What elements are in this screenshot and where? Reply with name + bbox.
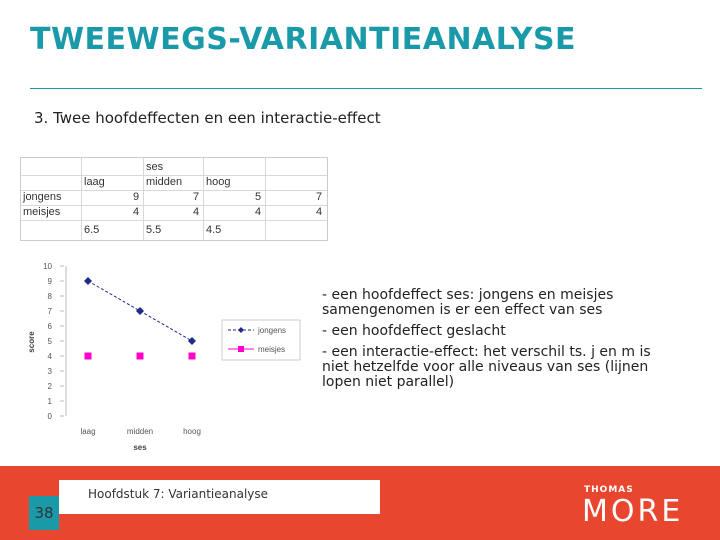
legend-marker-meisjes	[238, 346, 244, 352]
y-tick-label: 4	[47, 352, 52, 361]
y-tick-label: 7	[47, 307, 52, 316]
table-cell: 7	[316, 191, 323, 203]
table-row-label: meisjes	[23, 206, 61, 218]
y-tick-label: 5	[47, 337, 52, 346]
table-cell: 4	[316, 206, 323, 218]
x-tick-label: laag	[80, 427, 96, 436]
y-axis-label: score	[27, 331, 36, 353]
table-col-header: midden	[146, 176, 183, 188]
x-tick-label: hoog	[183, 427, 201, 436]
table-cell: 5	[255, 191, 262, 203]
page-number: 38	[29, 496, 59, 530]
data-point-jongens	[84, 277, 92, 285]
data-point-meisjes	[85, 353, 92, 360]
explanation-list	[322, 288, 662, 396]
table-col-header: laag	[84, 176, 105, 188]
legend-label: meisjes	[258, 345, 286, 354]
y-tick-label: 6	[47, 322, 52, 331]
y-tick-label: 1	[47, 397, 52, 406]
y-tick-label: 0	[47, 412, 52, 421]
interaction-line-chart	[22, 258, 312, 458]
x-tick-label: midden	[126, 427, 154, 436]
table-col-mean: 5.5	[146, 224, 162, 236]
slide-title: TWEEWEGS-VARIANTIEANALYSE	[30, 22, 577, 57]
bullet-item: - een interactie-effect: het verschil ts. j en m is niet hetzelfde voor alle niveaus van ses (lijnen lopen niet parallel)	[322, 344, 651, 390]
y-tick-label: 9	[47, 277, 52, 286]
logo-thomas-text: THOMAS	[584, 485, 634, 495]
y-tick-label: 3	[47, 367, 52, 376]
table-col-mean: 6.5	[84, 224, 100, 236]
table-cell: 4	[133, 206, 140, 218]
legend-label: jongens	[258, 326, 287, 335]
bullet-item: - een hoofdeffect geslacht	[322, 323, 506, 339]
table-cell: 9	[133, 191, 140, 203]
y-tick-label: 8	[47, 292, 52, 301]
table-col-header: hoog	[206, 176, 231, 188]
data-point-jongens	[136, 307, 144, 315]
section-subtitle: 3. Twee hoofdeffecten en een interactie-effect	[34, 109, 381, 127]
chapter-title: Hoofdstuk 7: Variantieanalyse	[88, 487, 269, 501]
table-cell: 7	[193, 191, 200, 203]
title-divider	[30, 88, 702, 89]
data-point-meisjes	[137, 353, 144, 360]
data-table	[20, 157, 328, 241]
data-point-jongens	[188, 337, 196, 345]
x-axis-label: ses	[133, 443, 147, 452]
table-col-mean: 4.5	[206, 224, 222, 236]
logo-more-text: MORE	[582, 494, 684, 529]
bullet-item: - een hoofdeffect ses: jongens en meisjes samengenomen is er een effect van ses	[322, 287, 614, 318]
table-cell: 4	[255, 206, 262, 218]
y-tick-label: 2	[47, 382, 52, 391]
table-header-ses: ses	[146, 161, 164, 173]
data-point-meisjes	[189, 353, 196, 360]
y-tick-label: 10	[43, 262, 52, 271]
table-row-label: jongens	[23, 191, 62, 203]
table-cell: 4	[193, 206, 200, 218]
